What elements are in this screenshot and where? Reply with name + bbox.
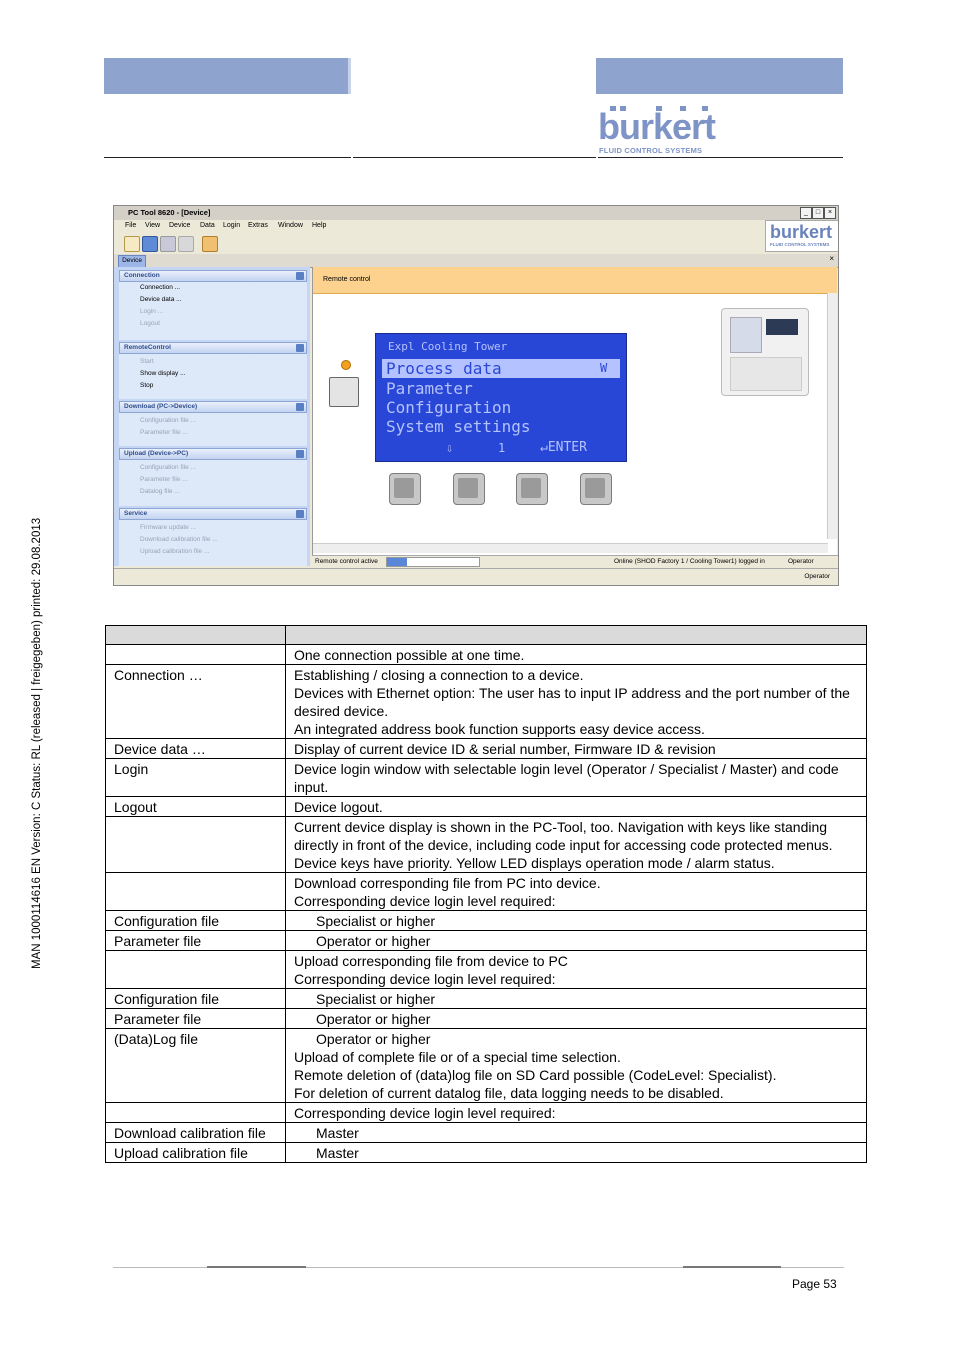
description-line: Operator or higher — [316, 933, 431, 949]
row-label: (Data)Log file — [106, 1029, 286, 1103]
description-line: Current device display is shown in the PC-Tool, too. Navigation with keys like standing directly in front of the device, including code input for accessing code protected menus. Device keys have priority. Yellow LED displays operation mode / alarm status. — [294, 819, 833, 871]
footer-rule-accent-2 — [683, 1266, 781, 1268]
minimize-button[interactable]: _ — [800, 207, 812, 219]
menu-bar — [114, 220, 838, 234]
table-row — [106, 931, 867, 951]
print-icon[interactable] — [178, 236, 194, 252]
description-line: For deletion of current datalog file, data logging needs to be disabled. — [294, 1085, 724, 1101]
row-label: Logout — [106, 797, 286, 817]
description-line: Master — [316, 1125, 359, 1141]
close-window-button[interactable]: × — [824, 207, 836, 219]
header-bar-right — [596, 58, 843, 94]
logo-word: burkert — [598, 106, 716, 147]
document-tabbar — [114, 254, 838, 268]
panel-title: Download (PC->Device) — [124, 403, 198, 410]
row-description — [286, 797, 867, 817]
table-row — [106, 989, 867, 1009]
header-rule-2 — [353, 157, 596, 158]
description-line: Device login window with selectable login level (Operator / Specialist / Master) and code input. — [294, 761, 839, 795]
tab-device[interactable]: Device — [118, 255, 146, 268]
description-line: Upload corresponding file from device to PC — [294, 953, 568, 969]
sidebar-item-connection[interactable]: Connection ... — [140, 284, 181, 291]
logo-subtitle: FLUID CONTROL SYSTEMS — [599, 146, 703, 155]
menu-file[interactable]: File — [125, 222, 137, 229]
remote-settings-icon[interactable] — [329, 377, 359, 407]
row-description — [286, 645, 867, 665]
table-row — [106, 911, 867, 931]
menu-extras[interactable]: Extras — [248, 222, 268, 229]
panel-title: RemoteControl — [124, 344, 171, 351]
settings-tool-icon[interactable] — [202, 236, 218, 252]
row-description — [286, 665, 867, 739]
description-line: Remote deletion of (data)log file on SD Card possible (CodeLevel: Specialist). — [294, 1067, 777, 1083]
table-row — [106, 951, 867, 989]
progress-bar — [386, 557, 480, 567]
collapse-icon[interactable] — [296, 344, 304, 352]
panel-service-header[interactable] — [119, 508, 307, 520]
new-file-icon[interactable] — [124, 236, 140, 252]
description-line: Operator or higher — [316, 1031, 431, 1047]
status-online: Online (SHOD Factory 1 / Cooling Tower1) logged in — [614, 558, 765, 565]
page-number: Page 53 — [792, 1277, 837, 1291]
row-label: Upload calibration file — [106, 1143, 286, 1163]
bottom-user: Operator — [804, 573, 830, 580]
sidebar-item-logout[interactable]: Logout — [140, 320, 160, 327]
vertical-scrollbar[interactable] — [827, 293, 837, 539]
toolbar — [114, 234, 838, 254]
description-line: Display of current device ID & serial number, Firmware ID & revision — [294, 741, 716, 757]
bottom-bar — [114, 568, 838, 586]
description-line: Master — [316, 1145, 359, 1161]
panel-remotecontrol-header[interactable] — [119, 342, 307, 354]
row-description — [286, 1103, 867, 1123]
toolbar-logo-word: burkert — [770, 222, 833, 242]
sidebar-item-download-param[interactable]: Parameter file ... — [140, 429, 188, 436]
remote-control-pane — [312, 267, 837, 566]
description-line: Devices with Ethernet option: The user has to input IP address and the port number of the desired device. — [294, 685, 850, 719]
device-lcd-display — [375, 333, 627, 462]
sidebar-item-download-calibration[interactable]: Download calibration file ... — [140, 536, 218, 543]
row-label: Parameter file — [106, 931, 286, 951]
description-line: Upload of complete file or of a special time selection. — [294, 1049, 621, 1065]
status-left: Remote control active — [315, 558, 378, 565]
row-description — [286, 931, 867, 951]
header-bar-left — [104, 58, 351, 94]
row-label — [106, 951, 286, 989]
row-label — [106, 645, 286, 665]
panel-service-body — [119, 520, 307, 566]
row-label: Connection … — [106, 665, 286, 739]
menu-device[interactable]: Device — [169, 222, 191, 229]
header-rule-3 — [598, 157, 843, 158]
row-description — [286, 817, 867, 873]
row-label: Configuration file — [106, 989, 286, 1009]
sidebar-item-device-data[interactable]: Device data ... — [140, 296, 182, 303]
collapse-icon[interactable] — [296, 510, 304, 518]
table-header-cell — [286, 626, 867, 645]
sidebar-item-login[interactable]: Login ... — [140, 308, 164, 315]
row-label: Device data … — [106, 739, 286, 759]
menu-window[interactable]: Window — [278, 222, 303, 229]
row-description — [286, 1029, 867, 1103]
header-rule-1 — [104, 157, 351, 158]
maximize-button[interactable]: □ — [812, 207, 824, 219]
device-key-2[interactable] — [453, 473, 485, 505]
task-sidebar — [114, 267, 310, 566]
table-header-cell — [106, 626, 286, 645]
panel-download-body — [119, 413, 307, 446]
row-label — [106, 817, 286, 873]
lcd-footer-right: ↵ENTER — [540, 440, 587, 455]
pc-tool-screenshot — [113, 205, 839, 586]
device-photo — [721, 308, 809, 396]
close-tab-icon[interactable]: × — [829, 254, 834, 263]
table-row — [106, 873, 867, 911]
panel-title: Upload (Device->PC) — [124, 450, 189, 457]
document-id-vertical: MAN 1000114616 EN Version: C Status: RL (released | freigegeben) printed: 29.08.2013 — [31, 517, 43, 969]
progress-fill — [387, 558, 407, 566]
lcd-line-selected[interactable] — [382, 359, 620, 378]
footer-rule-accent-1 — [207, 1266, 306, 1268]
description-line: Download corresponding file from PC into device. — [294, 875, 601, 891]
status-bar — [312, 555, 838, 568]
description-line: Corresponding device login level required: — [294, 1105, 556, 1121]
window-title: PC Tool 8620 - [Device] — [128, 208, 211, 217]
menu-view[interactable]: View — [145, 222, 161, 229]
table-body — [106, 645, 867, 1163]
sidebar-item-start[interactable]: Start — [140, 358, 154, 365]
row-description — [286, 873, 867, 911]
row-description — [286, 989, 867, 1009]
table-header-row — [106, 626, 867, 645]
panel-connection-header[interactable] — [119, 270, 307, 282]
window-titlebar — [114, 206, 838, 220]
table-row — [106, 817, 867, 873]
lcd-footer-mid: 1 — [498, 441, 506, 455]
table-row — [106, 797, 867, 817]
table-row — [106, 739, 867, 759]
row-description — [286, 739, 867, 759]
lcd-title: Expl Cooling Tower — [388, 340, 508, 353]
description-line: One connection possible at one time. — [294, 647, 525, 663]
row-label — [106, 873, 286, 911]
description-line: Specialist or higher — [316, 913, 436, 929]
table-row — [106, 1143, 867, 1163]
sidebar-item-firmware-update[interactable]: Firmware update ... — [140, 524, 196, 531]
remote-control-title: Remote control — [323, 276, 371, 283]
device-key-1[interactable] — [389, 473, 421, 505]
collapse-icon[interactable] — [296, 403, 304, 411]
panel-upload-body — [119, 460, 307, 506]
menu-help[interactable]: Help — [312, 222, 327, 229]
horizontal-scrollbar[interactable] — [313, 543, 828, 553]
sidebar-item-upload-datalog[interactable]: Datalog file ... — [140, 488, 180, 495]
remote-control-header — [313, 267, 837, 294]
status-led-icon — [341, 360, 351, 370]
row-label: Configuration file — [106, 911, 286, 931]
function-table — [105, 625, 867, 1163]
row-description — [286, 911, 867, 931]
description-line: Operator or higher — [316, 1011, 431, 1027]
description-line: Specialist or higher — [316, 991, 436, 1007]
sidebar-item-stop[interactable]: Stop — [140, 382, 154, 389]
row-description — [286, 1143, 867, 1163]
device-key-4[interactable] — [580, 473, 612, 505]
lcd-line-3[interactable]: Configuration — [386, 398, 512, 417]
row-description — [286, 1123, 867, 1143]
sidebar-item-upload-config[interactable]: Configuration file ... — [140, 464, 197, 471]
row-label — [106, 1103, 286, 1123]
lcd-line-1: Process data — [386, 359, 502, 378]
description-line: Corresponding device login level required: — [294, 971, 556, 987]
lcd-line-4[interactable]: System settings — [386, 417, 531, 436]
row-description — [286, 759, 867, 797]
table-row — [106, 1029, 867, 1103]
status-user: Operator — [788, 558, 814, 565]
collapse-icon[interactable] — [296, 450, 304, 458]
description-line: Device logout. — [294, 799, 383, 815]
sidebar-item-show-display[interactable]: Show display ... — [140, 370, 186, 377]
lcd-footer-left: ⇩ — [446, 441, 454, 455]
table-row — [106, 1103, 867, 1123]
lcd-line-2[interactable]: Parameter — [386, 379, 473, 398]
sidebar-item-upload-param[interactable]: Parameter file ... — [140, 476, 188, 483]
sidebar-item-download-config[interactable]: Configuration file ... — [140, 417, 197, 424]
lcd-selected-suffix: W — [600, 361, 608, 375]
panel-remotecontrol-body — [119, 354, 307, 399]
open-folder-icon[interactable] — [142, 236, 158, 252]
toolbar-burkert-logo — [765, 220, 839, 252]
table-row — [106, 1009, 867, 1029]
table-row — [106, 665, 867, 739]
menu-login[interactable]: Login — [223, 222, 241, 229]
description-line: An integrated address book function supports easy device access. — [294, 721, 705, 737]
panel-connection-body — [119, 282, 307, 340]
panel-download-header[interactable] — [119, 401, 307, 413]
table-row — [106, 759, 867, 797]
burkert-logo — [598, 106, 716, 156]
row-description — [286, 951, 867, 989]
collapse-icon[interactable] — [296, 272, 304, 280]
row-description — [286, 1009, 867, 1029]
panel-upload-header[interactable] — [119, 448, 307, 460]
panel-title: Connection — [124, 272, 160, 279]
menu-data[interactable]: Data — [200, 222, 215, 229]
table-row — [106, 645, 867, 665]
description-line: Establishing / closing a connection to a device. — [294, 667, 584, 683]
save-icon[interactable] — [160, 236, 176, 252]
row-label: Download calibration file — [106, 1123, 286, 1143]
table-row — [106, 1123, 867, 1143]
toolbar-logo-sub: FLUID CONTROL SYSTEMS — [770, 242, 830, 247]
panel-title: Service — [124, 510, 148, 517]
sidebar-item-upload-calibration[interactable]: Upload calibration file ... — [140, 548, 210, 555]
device-key-3[interactable] — [516, 473, 548, 505]
row-label: Parameter file — [106, 1009, 286, 1029]
row-label: Login — [106, 759, 286, 797]
description-line: Corresponding device login level required: — [294, 893, 556, 909]
